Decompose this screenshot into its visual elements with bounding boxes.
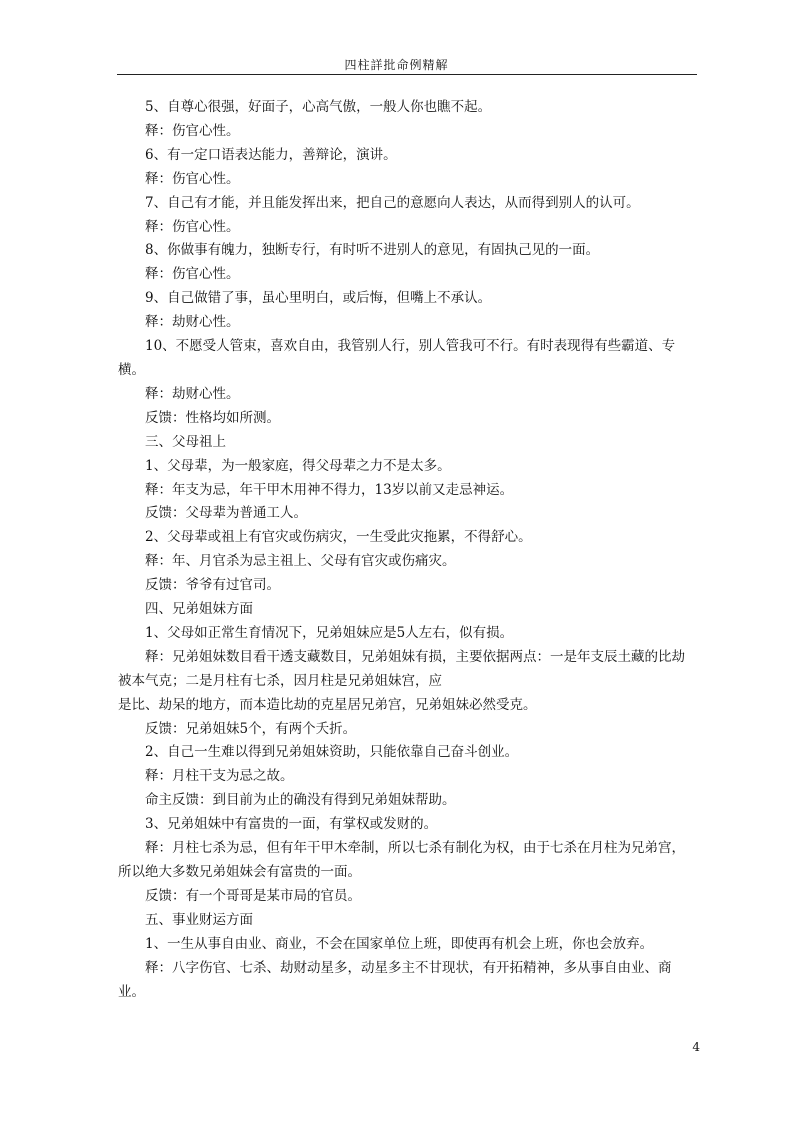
section-heading: 四、兄弟姐妹方面	[145, 601, 253, 618]
paragraph: 释：伤官心性。	[145, 218, 240, 235]
paragraph: 释：月柱干支为忌之故。	[145, 768, 294, 785]
paragraph: 释：年、月官杀为忌主祖上、父母有官灾或伤痛灾。	[145, 553, 456, 570]
paragraph: 释：兄弟姐妹数目看干透支藏数目，兄弟姐妹有损，主要依据两点：一是年支辰土藏的比劫被本气克；二是月柱有七杀，因月柱是兄弟姐妹宫，应	[118, 648, 685, 689]
paragraph: 反馈：性格均如所测。	[145, 409, 280, 426]
paragraph: 释：伤官心性。	[145, 122, 240, 139]
paragraph: 8、你做事有魄力，独断专行，有时听不进别人的意见，有固执己见的一面。	[145, 242, 600, 259]
section-heading: 五、事业财运方面	[145, 911, 253, 928]
paragraph: 反馈：有一个哥哥是某市局的官员。	[145, 887, 361, 904]
paragraph: 1、父母如正常生育情况下，兄弟姐妹应是5人左右，似有损。	[145, 624, 514, 641]
page-header-title: 四柱詳批命例精解	[344, 58, 449, 72]
header-divider	[117, 74, 697, 75]
paragraph: 释：伤官心性。	[145, 266, 240, 283]
paragraph: 10、不愿受人管束，喜欢自由，我管别人行，别人管我可不行。有时表现得有些霸道、专横。	[118, 338, 676, 378]
document-body	[118, 96, 698, 1004]
section-heading: 三、父母祖上	[145, 433, 226, 450]
paragraph: 1、一生从事自由业、商业，不会在国家单位上班，即使再有机会上班，你也会放弃。	[145, 935, 654, 952]
paragraph: 是比、劫呆的地方，而本造比劫的克星居兄弟宫，兄弟姐妹必然受克。	[118, 696, 537, 713]
paragraph: 2、自己一生难以得到兄弟姐妹资助，只能依靠自己奋斗创业。	[145, 744, 519, 761]
paragraph: 释：八字伤官、七杀、劫财动星多，动星多主不甘现状，有开拓精神，多从事自由业、商业。	[118, 959, 672, 1000]
paragraph: 反馈：兄弟姐妹5个，有两个夭折。	[145, 720, 357, 737]
paragraph: 1、父母辈，为一般家庭，得父母辈之力不是太多。	[145, 457, 451, 474]
paragraph: 释：月柱七杀为忌，但有年干甲木牵制，所以七杀有制化为权，由于七杀在月柱为兄弟宫，所以绝大多数兄弟姐妹会有富贵的一面。	[118, 840, 685, 880]
paragraph: 释：劫财心性。	[145, 385, 240, 402]
paragraph: 9、自己做错了事，虽心里明白，或后悔，但嘴上不承认。	[145, 290, 492, 307]
paragraph: 6、有一定口语表达能力，善辩论，演讲。	[145, 146, 397, 163]
paragraph: 3、兄弟姐妹中有富贵的一面，有掌权或发财的。	[145, 816, 438, 833]
paragraph: 5、自尊心很强，好面子，心高气傲，一般人你也瞧不起。	[145, 99, 492, 115]
paragraph: 释：伤官心性。	[145, 170, 240, 187]
paragraph: 反馈：父母辈为普通工人。	[145, 505, 307, 522]
paragraph: 反馈：爷爷有过官司。	[145, 577, 280, 594]
paragraph: 释：劫财心性。	[145, 314, 240, 331]
paragraph: 7、自己有才能，并且能发挥出来，把自己的意愿向人表达，从而得到别人的认可。	[145, 194, 640, 211]
paragraph: 命主反馈：到目前为止的确没有得到兄弟姐妹帮助。	[145, 792, 456, 809]
paragraph: 2、父母辈或祖上有官灾或伤病灾，一生受此灾拖累，不得舒心。	[145, 529, 532, 546]
paragraph: 释：年支为忌，年干甲木用神不得力，13岁以前又走忌神运。	[145, 481, 514, 498]
page-number: 4	[692, 1040, 700, 1054]
